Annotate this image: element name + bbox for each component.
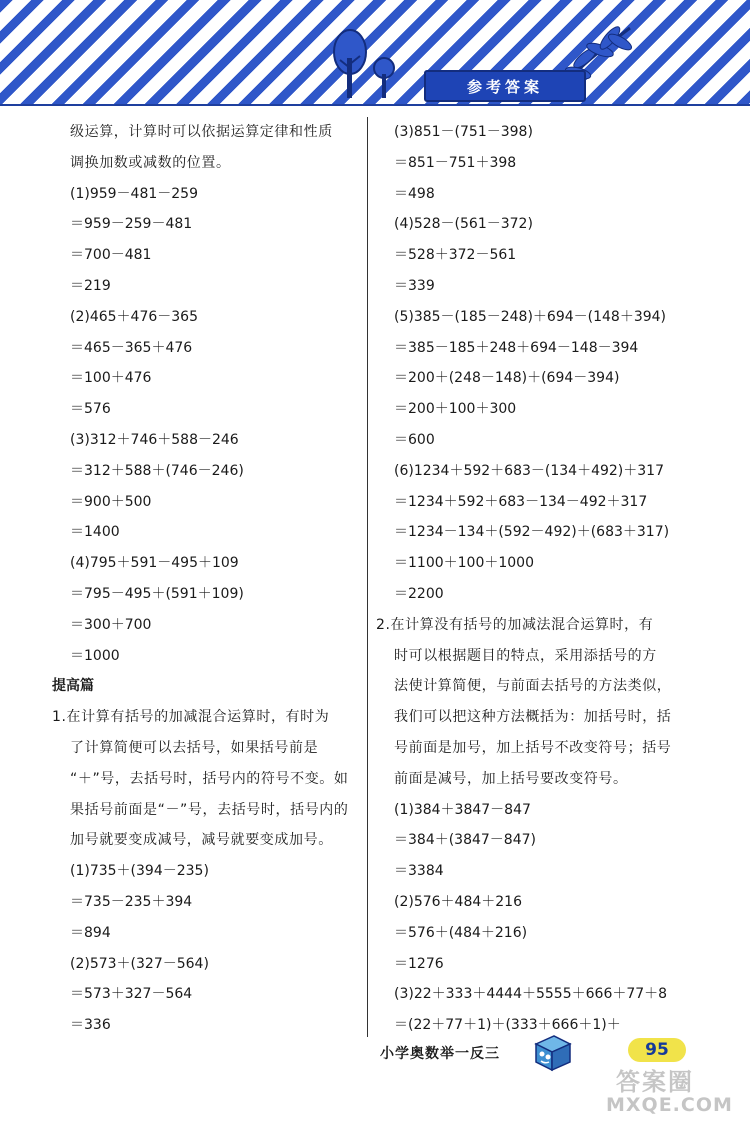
- math-line: ＝100＋476: [70, 370, 152, 387]
- math-line: ＝1276: [394, 955, 444, 972]
- math-line: ＝200＋(248－148)＋(694－394): [394, 370, 620, 387]
- math-line: (1)959－481－259: [70, 185, 198, 202]
- text-line: 号前面是加号，加上括号不改变符号；括号: [394, 739, 672, 756]
- math-line: (4)528－(561－372): [394, 216, 533, 233]
- math-line: ＝600: [394, 431, 435, 448]
- math-line: (3)312＋746＋588－246: [70, 431, 239, 448]
- right-column: [376, 117, 686, 1041]
- math-line: ＝573＋327－564: [70, 986, 193, 1003]
- math-line: ＝576: [70, 401, 111, 418]
- math-line: ＝336: [70, 1017, 111, 1034]
- math-line: ＝384＋(3847－847): [394, 832, 536, 849]
- math-line: ＝339: [394, 277, 435, 294]
- math-line: ＝1000: [70, 647, 120, 664]
- text-line: 调换加数或减数的位置。: [70, 154, 231, 171]
- left-column: [52, 117, 364, 1041]
- math-line: ＝900＋500: [70, 493, 152, 510]
- section-heading: 提高篇: [52, 678, 94, 695]
- text-line: 果括号前面是“－”号，去括号时，括号内的: [70, 801, 349, 818]
- math-line: ＝219: [70, 277, 111, 294]
- math-line: ＝1400: [70, 524, 120, 541]
- text-line: 级运算，计算时可以依据运算定律和性质: [70, 124, 333, 140]
- column-divider: [367, 117, 368, 1037]
- math-line: ＝795－495＋(591＋109): [70, 585, 244, 602]
- math-line: ＝1100＋100＋1000: [394, 555, 534, 572]
- text-line: “＋”号，去括号时，括号内的符号不变。如: [70, 770, 349, 787]
- math-line: ＝300＋700: [70, 616, 152, 633]
- math-line: ＝851－751＋398: [394, 154, 517, 171]
- site-watermark: [598, 1060, 748, 1120]
- math-line: ＝312＋588＋(746－246): [70, 462, 244, 479]
- math-line: (1)384＋3847－847: [394, 801, 531, 818]
- text-line: 了计算简便可以去括号，如果括号前是: [70, 739, 319, 756]
- math-line: ＝894: [70, 924, 111, 941]
- math-line: (1)735＋(394－235): [70, 863, 209, 880]
- page-header: [0, 0, 750, 106]
- watermark-line-1: 答案圈: [616, 1068, 694, 1096]
- math-line: ＝528＋372－561: [394, 247, 517, 264]
- math-line: (5)385－(185－248)＋694－(148＋394): [394, 308, 667, 325]
- math-line: (3)851－(751－398): [394, 124, 533, 140]
- math-line: ＝1234－134＋(592－492)＋(683＋317): [394, 524, 670, 541]
- page-number: 95: [628, 1038, 686, 1062]
- math-line: (6)1234＋592＋683－(134＋492)＋317: [394, 462, 664, 479]
- math-line: ＝3384: [394, 863, 444, 880]
- math-line: ＝2200: [394, 585, 444, 602]
- math-line: ＝700－481: [70, 247, 152, 264]
- math-line: ＝(22＋77＋1)＋(333＋666＋1)＋: [394, 1017, 621, 1034]
- math-line: ＝735－235＋394: [70, 893, 193, 910]
- watermark-line-2: MXQE.COM: [606, 1094, 733, 1116]
- text-line: 我们可以把这种方法概括为：加括号时，括: [394, 709, 672, 726]
- text-line: 时可以根据题目的特点，采用添括号的方: [394, 647, 657, 664]
- math-line: ＝498: [394, 185, 435, 202]
- math-line: (3)22＋333＋4444＋5555＋666＋77＋8: [394, 986, 668, 1003]
- math-line: (4)795＋591－495＋109: [70, 555, 239, 572]
- text-line: 前面是减号，加上括号要改变符号。: [394, 770, 628, 787]
- math-line: ＝959－259－481: [70, 216, 193, 233]
- text-line: 2.在计算没有括号的加减法混合运算时，有: [376, 616, 654, 633]
- text-line: 加号就要变成减号，减号就要变成加号。: [70, 832, 333, 849]
- book-title: 小学奥数举一反三: [380, 1046, 500, 1062]
- math-line: (2)576＋484＋216: [394, 893, 522, 910]
- math-line: ＝576＋(484＋216): [394, 924, 528, 941]
- text-line: 1.在计算有括号的加减混合运算时，有时为: [52, 709, 330, 726]
- cube-mascot-icon: [528, 1030, 576, 1074]
- math-line: (2)573＋(327－564): [70, 955, 209, 972]
- math-line: ＝465－365＋476: [70, 339, 193, 356]
- math-line: ＝1234＋592＋683－134－492＋317: [394, 493, 648, 510]
- tree-icon: [334, 30, 394, 98]
- text-line: 法使计算简便，与前面去括号的方法类似，: [394, 678, 672, 695]
- answer-section-badge: 参考答案: [424, 70, 586, 102]
- math-line: ＝385－185＋248＋694－148－394: [394, 339, 639, 356]
- math-line: ＝200＋100＋300: [394, 401, 517, 418]
- math-line: (2)465＋476－365: [70, 308, 198, 325]
